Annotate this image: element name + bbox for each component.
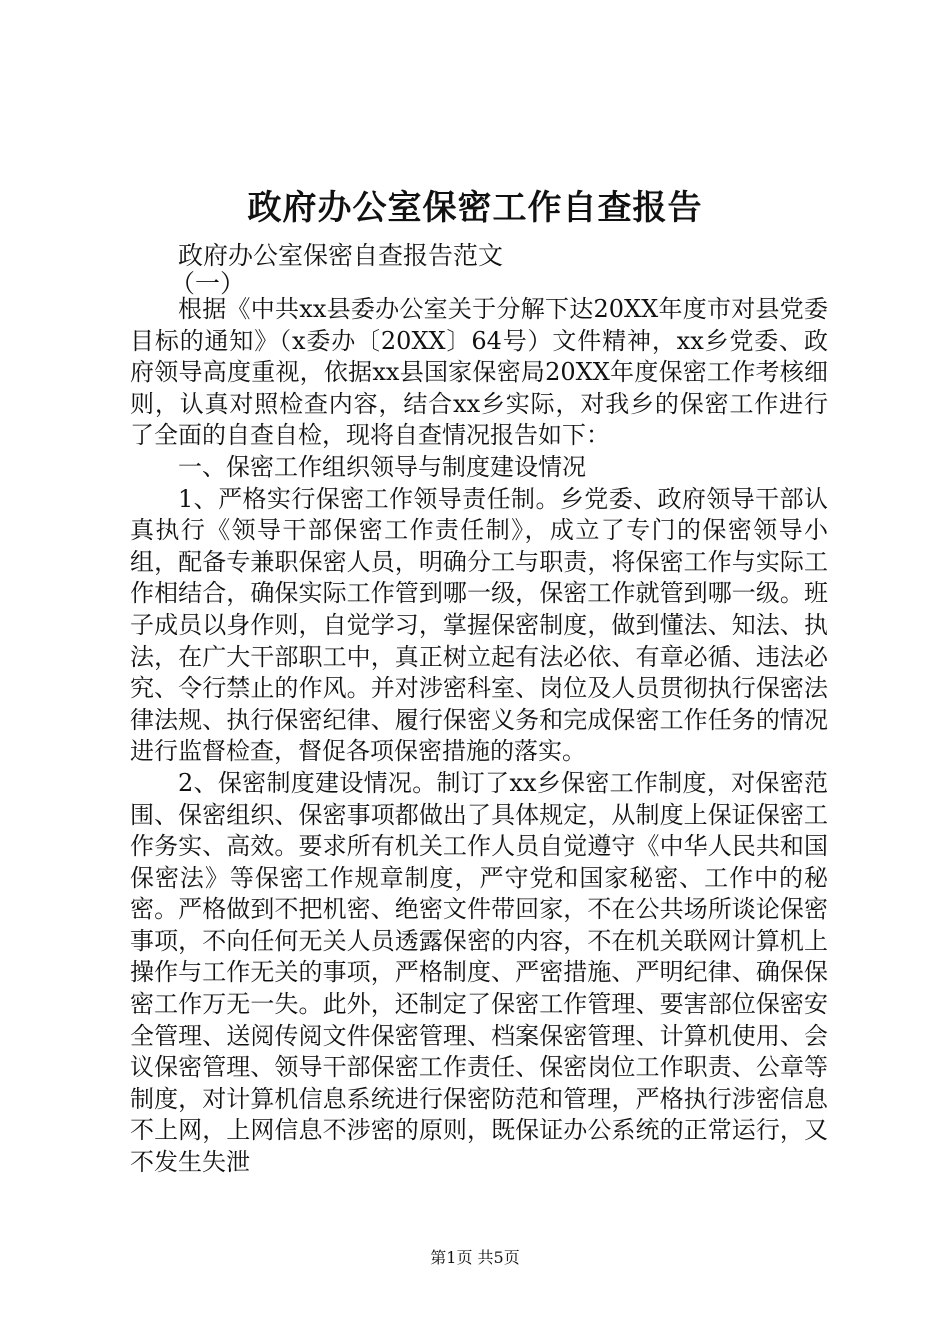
section-marker: （一） <box>170 269 246 298</box>
document-subtitle: 政府办公室保密自查报告范文 <box>178 241 504 270</box>
document-title: 政府办公室保密工作自查报告 <box>247 188 703 228</box>
section-heading: 一、保密工作组织领导与制度建设情况 <box>178 452 586 481</box>
paragraph-leadership: 1、严格实行保密工作领导责任制。乡党委、政府领导干部认真执行《领导干部保密工作责任制》，成立了专门的保密领导小组，配备专兼职保密人员，明确分工与职责，将保密工作与实际工作相结合，确保实际工作管到哪一级，保密工作就管到哪一级。班子成员以身作则，自觉学习，掌握保密制度，做到懂法、知法、执法，在广大干部职工中，真正树立起有法必依、有章必循、违法必究、令行禁止的作风。并对涉密科室、岗位及人员贯彻执行保密法律法规、执行保密纪律、履行保密义务和完成保密工作任务的情况进行监督检查，督促各项保密措施的落实。 <box>130 484 828 766</box>
paragraph-intro: 根据《中共xx县委办公室关于分解下达20XX年度市对县党委目标的通知》（x委办〔20XX〕64号）文件精神，xx乡党委、政府领导高度重视，依据xx县国家保密局20XX年度保密工作考核细则，认真对照检查内容，结合xx乡实际，对我乡的保密工作进行了全面的自查自检，现将自查情况报告如下： <box>130 295 828 450</box>
page-footer: 第1页 共5页 <box>430 1248 520 1267</box>
paragraph-system: 2、保密制度建设情况。制订了xx乡保密工作制度，对保密范围、保密组织、保密事项都做出了具体规定，从制度上保证保密工作务实、高效。要求所有机关工作人员自觉遵守《中华人民共和国保密法》等保密工作规章制度，严守党和国家秘密、工作中的秘密。严格做到不把机密、绝密文件带回家，不在公共场所谈论保密事项，不向任何无关人员透露保密的内容，不在机关联网计算机上操作与工作无关的事项，严格制度、严密措施、严明纪律、确保保密工作万无一失。此外，还制定了保密工作管理、要害部位保密安全管理、送阅传阅文件保密管理、档案保密管理、计算机使用、会议保密管理、领导干部保密工作责任、保密岗位工作职责、公章等制度，对计算机信息系统进行保密防范和管理，严格执行涉密信息不上网，上网信息不涉密的原则，既保证办公系统的正常运行，又不发生失泄 <box>130 768 828 1177</box>
document-body <box>130 294 828 1179</box>
